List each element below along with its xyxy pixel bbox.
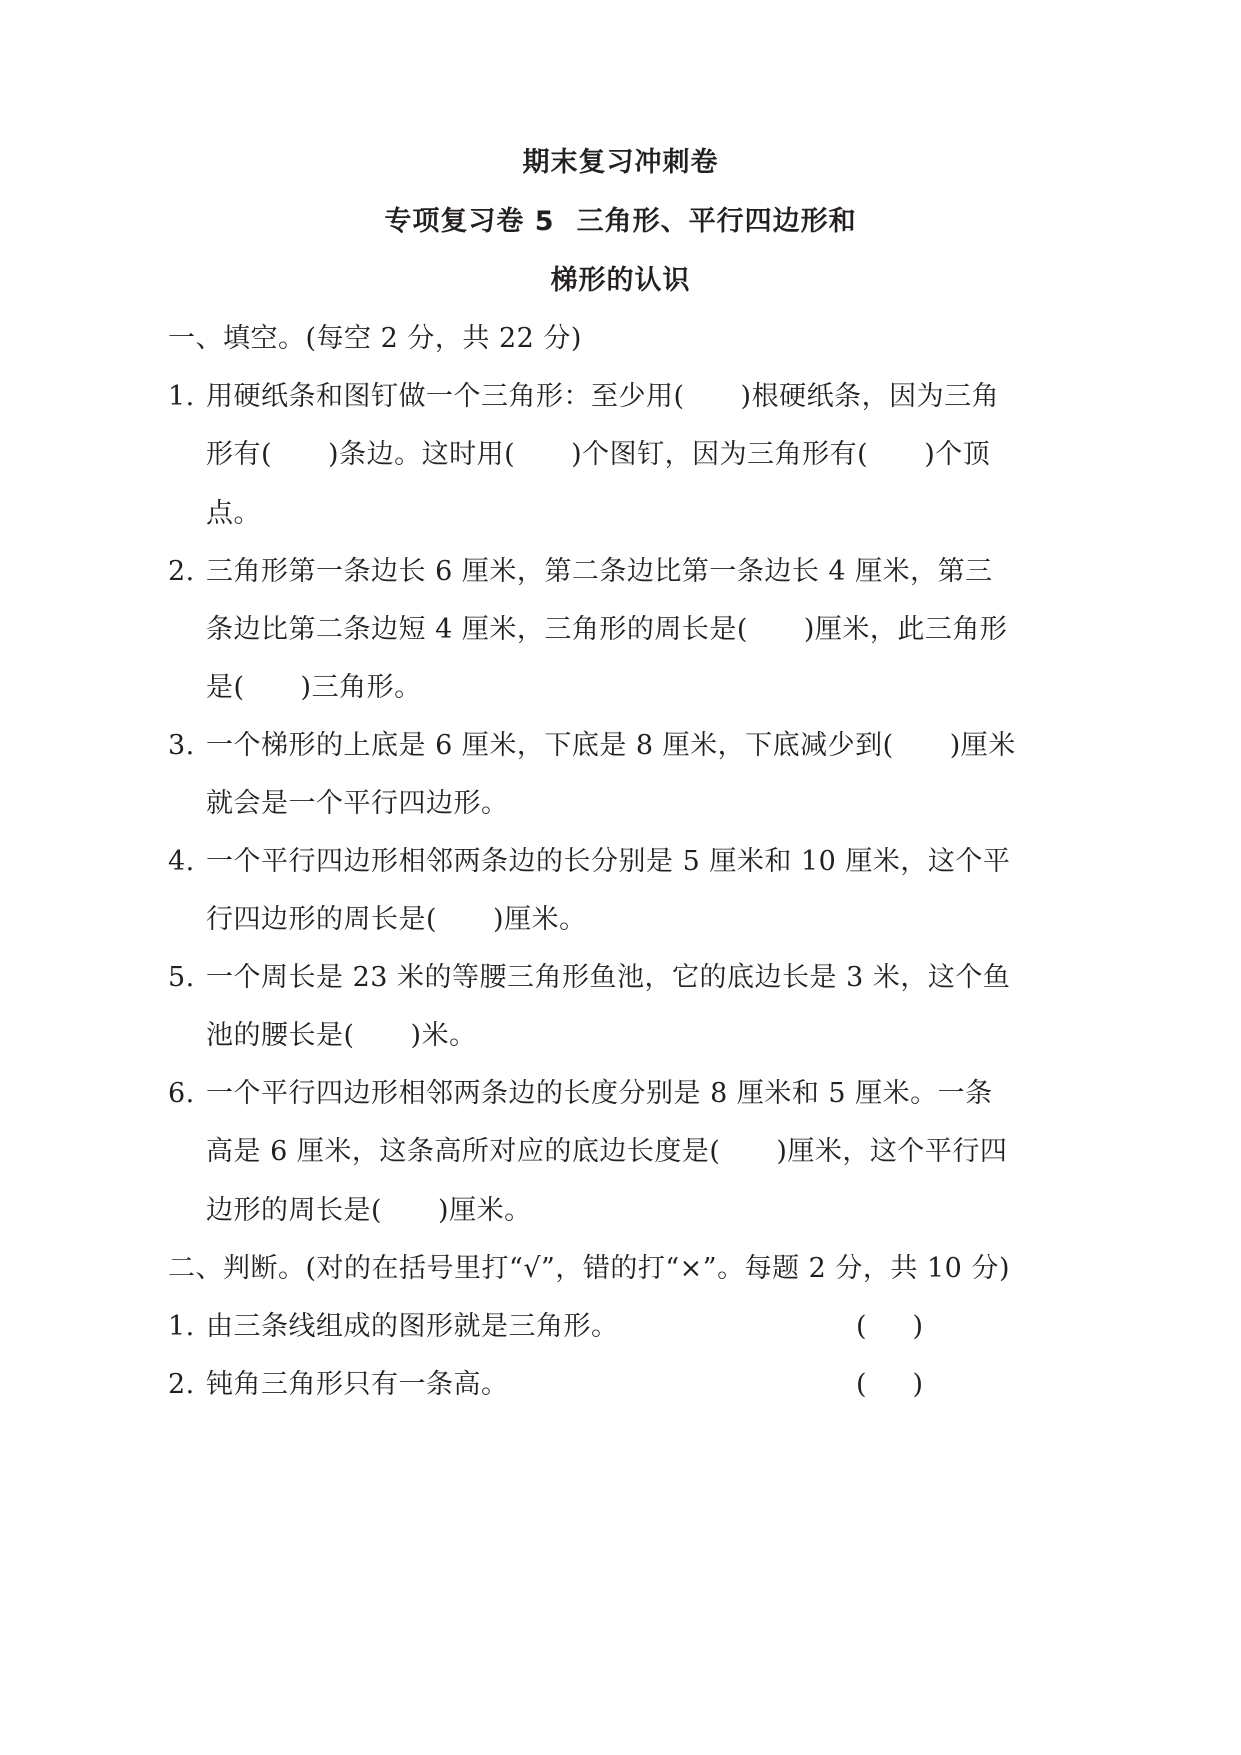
- question-number: 3.: [168, 730, 195, 761]
- question-text: )条边。这时用(: [328, 439, 516, 470]
- question-number: 2.: [168, 1369, 195, 1400]
- question-text: )厘米，此三角形: [803, 614, 1008, 645]
- question-text: )厘米。: [493, 904, 587, 935]
- question-number: 6.: [168, 1078, 195, 1109]
- question-5-line-1: [168, 961, 1010, 995]
- question-4-line-1: [168, 845, 1010, 879]
- question-text: 形有(: [206, 439, 273, 470]
- section-1-heading: 一、填空。(每空 2 分，共 22 分): [168, 323, 582, 354]
- question-text: 边形的周长是(: [206, 1195, 383, 1226]
- question-number: 4.: [168, 846, 195, 877]
- question-text: )厘米: [949, 730, 1016, 761]
- question-text: 行四边形的周长是(: [206, 904, 438, 935]
- question-text: 由三条线组成的图形就是三角形。: [206, 1311, 619, 1342]
- title-main: 期末复习冲刺卷: [522, 147, 719, 178]
- question-text: )米。: [410, 1020, 477, 1051]
- question-3-line-2: 就会是一个平行四边形。: [206, 788, 509, 819]
- question-2-line-3: [206, 671, 422, 705]
- question-number: 2.: [168, 556, 195, 587]
- question-text: 条边比第二条边短 4 厘米，三角形的周长是(: [206, 614, 748, 645]
- judge-answer-box[interactable]: ( ): [856, 1311, 924, 1342]
- question-text: 一个梯形的上底是 6 厘米，下底是 8 厘米，下底减少到(: [206, 730, 894, 761]
- question-number: 1.: [168, 1311, 195, 1342]
- question-6-line-3: [206, 1194, 532, 1228]
- page-title: [0, 146, 1241, 180]
- question-text: )根硬纸条，因为三角: [740, 381, 1000, 412]
- question-text: 高是 6 厘米，这条高所对应的底边长度是(: [206, 1136, 721, 1167]
- question-1-line-2: [206, 438, 990, 472]
- question-5-line-2: [206, 1019, 477, 1053]
- question-2-line-1: [168, 555, 993, 589]
- question-number: 1.: [168, 381, 195, 412]
- page-subtitle-continued: [0, 264, 1241, 298]
- question-text: 池的腰长是(: [206, 1020, 355, 1051]
- question-text: 是(: [206, 672, 245, 703]
- question-text: )三角形。: [300, 672, 422, 703]
- question-2-line-2: [206, 613, 1007, 647]
- question-6-line-2: [206, 1135, 1007, 1169]
- question-text: )厘米，这个平行四: [776, 1136, 1008, 1167]
- question-text: )个图钉，因为三角形有(: [571, 439, 869, 470]
- question-4-line-2: [206, 903, 587, 937]
- question-3-line-1: [168, 729, 1016, 763]
- judge-item-2: [168, 1368, 509, 1402]
- question-1-line-3: 点。: [206, 498, 261, 529]
- judge-answer-box[interactable]: ( ): [856, 1369, 924, 1400]
- subtitle-part-c: 梯形的认识: [550, 265, 691, 296]
- section-2-heading: 二、判断。(对的在括号里打“√”，错的打“×”。每题 2 分，共 10 分): [168, 1253, 1010, 1284]
- question-number: 5.: [168, 962, 195, 993]
- question-text: 一个周长是 23 米的等腰三角形鱼池，它的底边长是 3 米，这个鱼: [206, 962, 1011, 993]
- question-text: 一个平行四边形相邻两条边的长度分别是 8 厘米和 5 厘米。一条: [206, 1078, 993, 1109]
- judge-item-1: [168, 1310, 619, 1344]
- question-1-line-1: [168, 380, 999, 414]
- question-text: 钝角三角形只有一条高。: [206, 1369, 509, 1400]
- page-subtitle: [0, 205, 1241, 239]
- question-text: )个顶: [924, 439, 991, 470]
- question-text: 一个平行四边形相邻两条边的长分别是 5 厘米和 10 厘米，这个平: [206, 846, 1011, 877]
- subtitle-part-a: 专项复习卷 5: [384, 206, 555, 237]
- question-text: 用硬纸条和图钉做一个三角形：至少用(: [206, 381, 685, 412]
- subtitle-part-b: 三角形、平行四边形和: [576, 206, 857, 237]
- question-text: )厘米。: [438, 1195, 532, 1226]
- question-text: 三角形第一条边长 6 厘米，第二条边比第一条边长 4 厘米，第三: [206, 556, 993, 587]
- question-6-line-1: [168, 1077, 993, 1111]
